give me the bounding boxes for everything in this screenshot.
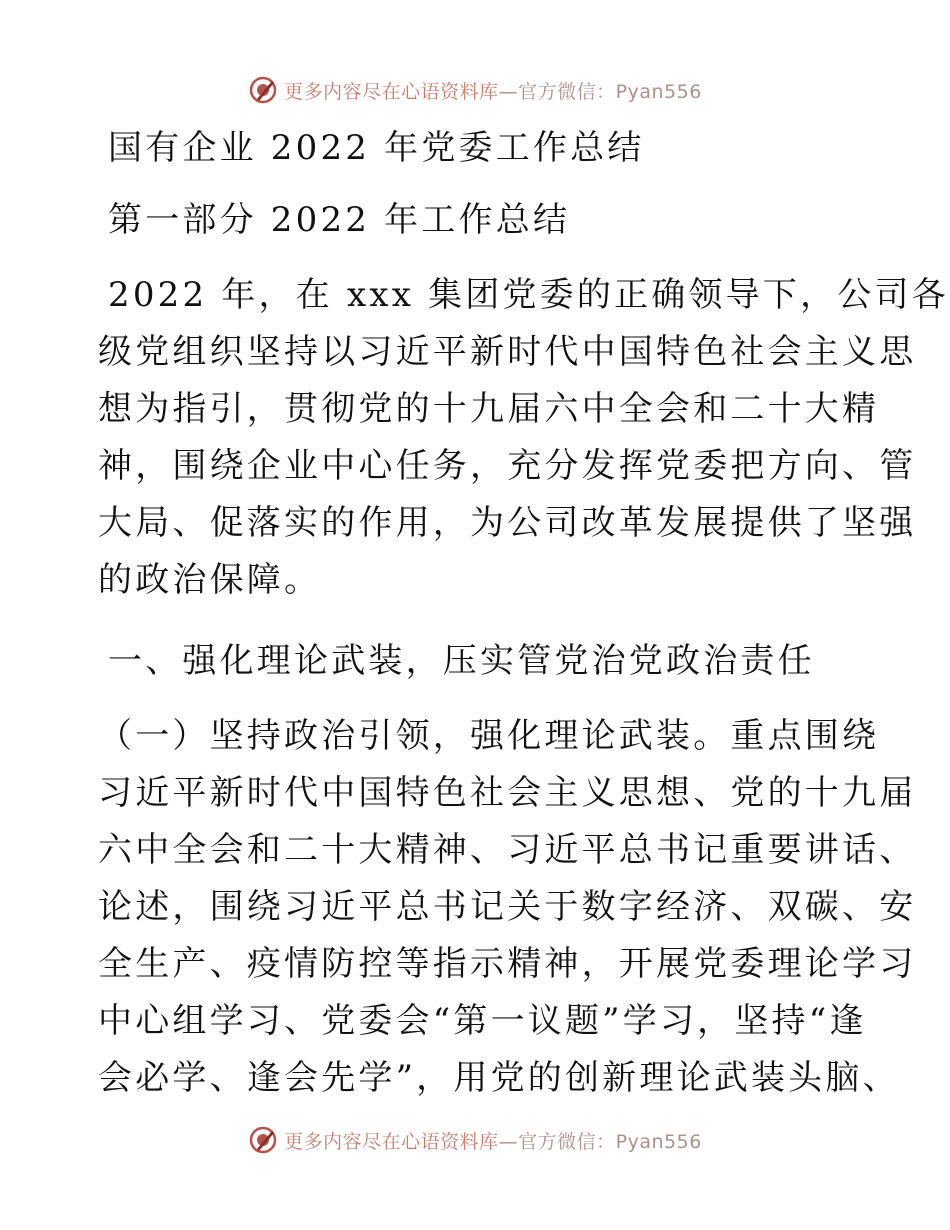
watermark-main-text: 更多内容尽在心语资料库 [284,80,499,103]
watermark-separator: — [498,1130,519,1153]
paragraph-line: 想为指引，贯彻党的十九届六中全会和二十大精 [98,389,880,429]
pen-logo-icon [248,75,278,105]
section1-paragraph [98,708,916,1107]
watermark-wechat-text: 官方微信：Pyan556 [518,80,702,103]
document-title: 国有企业 2022 年党委工作总结 [108,128,645,168]
footer-watermark-banner [0,1118,950,1162]
paragraph-line: 全生产、疫情防控等指示精神，开展党委理论学习 [98,944,917,984]
paragraph-line: 会必学、逢会先学”，用党的创新理论武装头脑、 [98,1058,900,1098]
paragraph-line: 2022 年，在 xxx 集团党委的正确领导下，公司各 [108,275,949,315]
part-heading: 第一部分 2022 年工作总结 [108,200,571,240]
paragraph-line: （一）坚持政治引领，强化理论武装。重点围绕 [98,716,880,756]
paragraph-line: 的政治保障。 [98,560,322,600]
pen-logo-icon [248,1125,278,1155]
paragraph-line: 神，围绕企业中心任务，充分发挥党委把方向、管 [98,446,917,486]
watermark-separator: — [498,80,519,103]
section-heading: 一、强化理论武装，压实管党治党政治责任 [108,641,815,681]
watermark-wechat-text: 官方微信：Pyan556 [518,1130,702,1153]
paragraph-line: 大局、促落实的作用，为公司改革发展提供了坚强 [98,503,917,543]
intro-paragraph [98,267,949,609]
watermark-text [284,1127,702,1154]
paragraph-line: 论述，围绕习近平总书记关于数字经济、双碳、安 [98,887,917,927]
header-watermark-banner [0,68,950,112]
paragraph-line: 级党组织坚持以习近平新时代中国特色社会主义思 [98,332,917,372]
watermark-main-text: 更多内容尽在心语资料库 [284,1130,499,1153]
paragraph-line: 中心组学习、党委会“第一议题”学习，坚持“逢 [98,1001,867,1041]
paragraph-line: 六中全会和二十大精神、习近平总书记重要讲话、 [98,830,917,870]
watermark-text [284,77,702,104]
paragraph-line: 习近平新时代中国特色社会主义思想、党的十九届 [98,773,917,813]
